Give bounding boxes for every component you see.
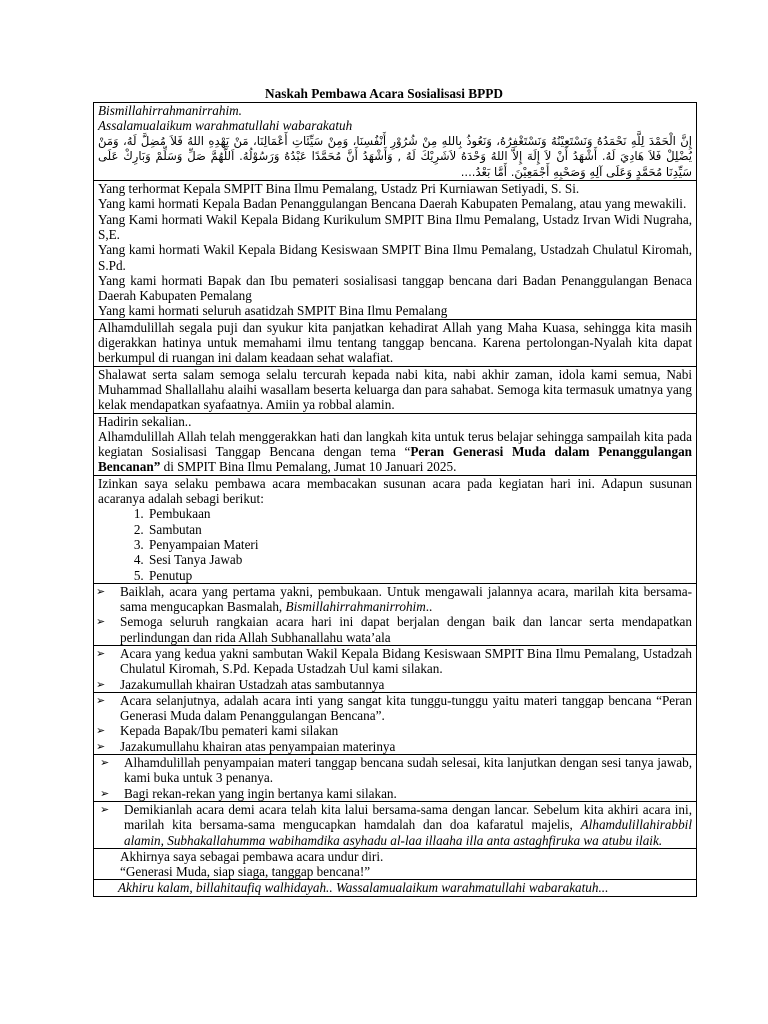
arrow-bullet-icon: ➢ (96, 584, 106, 598)
final-salam-text: Akhiru kalam, billahitaufiq walhidayah.. Wassalamualaikum warahmatullahi wabarakatuh... (118, 880, 609, 896)
bullet-text: Acara yang kedua yakni sambutan Wakil Kepala Bidang Kesiswaan SMPIT Bina Ilmu Pemalang, Ustadzah Chulatul Kiromah, S.Pd. Kepada Ustadzah Uul kami silakan. (120, 646, 692, 677)
agenda-item: 3. Penyampaian Materi (147, 537, 692, 552)
row-hamdalah (94, 319, 697, 366)
row-greetings (94, 181, 697, 320)
bullet-item (98, 786, 692, 801)
arrow-bullet-icon: ➢ (96, 724, 106, 738)
row-shalawat (94, 366, 697, 413)
agenda-item: 5. Penutup (147, 568, 692, 583)
bullet-text: Demikianlah acara demi acara telah kita lalui bersama-sama dengan lancar. Sebelum kita akhiri acara ini, marilah kita bersama-sama mengucapkan hamdalah dan doa kafaratul majelis, (124, 801, 692, 833)
theme-post-text: di SMPIT Bina Ilmu Pemalang, Jumat 10 Januari 2025. (160, 459, 457, 475)
arrow-bullet-icon: ➢ (96, 739, 106, 753)
arrow-bullet-icon: ➢ (96, 677, 106, 691)
arrow-bullet-icon: ➢ (96, 693, 106, 707)
slogan-text: “Generasi Muda, siap siaga, tanggap bencana!” (120, 864, 371, 880)
greeting-line: Yang kami hormati seluruh asatidzah SMPIT Bina Ilmu Pemalang (98, 303, 448, 319)
arrow-bullet-icon: ➢ (100, 802, 110, 816)
bullet-list (98, 802, 692, 848)
basmalah-text: Bismillahirrahmanirrahim. (98, 103, 242, 118)
hadirin-text: Hadirin sekalian.. (98, 413, 192, 429)
bullet-item (98, 802, 692, 848)
row-intro (94, 413, 697, 475)
row-section-material (94, 692, 697, 754)
document-title: Naskah Pembawa Acara Sosialisasi BPPD (265, 86, 503, 101)
arrow-bullet-icon: ➢ (96, 647, 106, 660)
agenda-list (98, 506, 692, 582)
hamdalah-text: Alhamdulillah segala puji dan syukur kita panjatkan kehadirat Allah yang Maha Kuasa, sehingga kita masih digerakkan hatinya untuk memahami ilmu tentang tanggap bencana. Karena pertolongan-Nyalah kita dapat berkumpul di ruangan ini dalam keadaan sehat walafiat. (98, 319, 692, 366)
greeting-line: Yang kami hormati Kepala Badan Penanggulangan Bencana Daerah Kabupaten Pemalang, atau yang mewakili. (98, 196, 687, 212)
bullet-item (94, 646, 692, 677)
greeting-line: Yang terhormat Kepala SMPIT Bina Ilmu Pemalang, Ustadz Pri Kurniawan Setiyadi, S. Si. (98, 181, 580, 197)
theme-pre-text: Alhamdulillah Allah telah menggerakkan hati dan langkah kita untuk terus belajar sehingga sampailah kita pada kegiatan Sosialisasi Tanggap Bencana dengan tema “ (98, 428, 692, 460)
agenda-intro: Izinkan saya selaku pembawa acara membacakan susunan acara pada kegiatan hari ini. Adapun susunan acaranya adalah sebagi berikut: (98, 475, 692, 507)
bullet-list (94, 646, 692, 692)
salam-text: Assalamualaikum warahmatullahi wabarakatuh (98, 118, 353, 134)
agenda-item: 2. Sambutan (147, 522, 692, 537)
row-agenda (94, 475, 697, 583)
shalawat-text: Shalawat serta salam semoga selalu tercurah kepada nabi kita, nabi akhir zaman, idola kami semua, Nabi Muhammad Shallallahu alaihi wasallam beserta keluarga dan para sahabat. Semoga kita termasuk umatnya yang kelak mendapatkan syafaatnya. Amiin ya robbal alamin. (98, 366, 692, 413)
greeting-line: Yang Kami hormati Wakil Kepala Bidang Kurikulum SMPIT Bina Ilmu Pemalang, Ustadz Irvan Widi Nugraha, S,E. (98, 211, 692, 242)
bullet-text: Baiklah, acara yang pertama yakni, pembukaan. Untuk mengawali jalannya acara, marilah kita bersama-sama mengucapkan Basmalah, (120, 583, 692, 615)
theme-paragraph (98, 429, 692, 475)
bullet-text-tail: .. (425, 599, 433, 615)
bullet-item (94, 693, 692, 724)
arrow-bullet-icon: ➢ (100, 786, 110, 800)
bullet-list (94, 693, 692, 754)
row-farewell (94, 848, 697, 880)
greeting-line: Yang kami hormati Bapak dan Ibu pemateri sosialisasi tanggap bencana dari Badan Penanggulangan Benaca Daerah Kabupaten Pemalang (98, 272, 692, 304)
bullet-list (98, 755, 692, 801)
kafaratul-majelis-text: Alhamdulillahirabbil alamin, Subhakallahumma wabihamdika asyhadu al-laa illaaha illa anta astaghfiruka wa atubu ilaik. (124, 817, 692, 848)
row-section-speech (94, 646, 697, 693)
theme-text: Peran Generasi Muda dalam Penanggulangan Bencanan” (98, 444, 693, 475)
bullet-italic-text: Bismillahirrahmanirrohim (285, 599, 426, 615)
script-table (93, 102, 697, 897)
row-section-closing (94, 801, 697, 848)
greeting-line: Yang kami hormati Wakil Kepala Bidang Kesiswaan SMPIT Bina Ilmu Pemalang, Ustadzah Chulatul Kiromah, S.Pd. (98, 242, 692, 273)
agenda-item: 1. Pembukaan (147, 506, 692, 521)
bullet-text: Jazakumullahu khairan atas penyampaian materinya (120, 738, 396, 754)
bullet-text: Jazakumullah khairan Ustadzah atas sambutannya (120, 676, 385, 692)
agenda-item: 4. Sesi Tanya Jawab (147, 552, 692, 567)
bullet-item (94, 677, 692, 692)
farewell-text: Akhirnya saya sebagai pembawa acara undur diri. (120, 848, 384, 864)
bullet-item (94, 614, 692, 645)
arabic-opening-text: إِنَّ الْحَمْدَ لِلَّهِ نَحْمَدُهُ وَنَسْتَعِيْنُهُ وَنَسْتَغْفِرُهُ، وَنَعُوذُ بِاللهِ مِنْ شُرُوْرِ أَنْفُسِنَا، وَمِنْ سَيِّئَاتِ أَعْمَالِنَا، مَنْ يَهْدِهِ اللهُ فَلاَ مُضِلَّ لَهُ، وَمَنْ يُضْلِلْ فَلاَ هَادِيَ لَهُ. أَشْهَدُ أَنْ لاَ إِلَهَ إِلاَّ اللهُ وَحْدَهُ لاَشَرِيْكَ لَهُ , وَأَشْهَدُ أَنَّ مُحَمَّدًا عَبْدُهُ وَرَسُوْلُهُ. اَللَّهُمَّ صَلِّ وَسَلِّمْ وَبَارِكْ عَلَى سَيِّدِنَا مُحَمَّدٍ وَعَلَى آلِهِ وَصَحْبِهِ أَجْمَعِيْنَ. أَمَّا بَعْدُ.... (98, 133, 692, 179)
row-section-qa (94, 755, 697, 802)
bullet-list (94, 584, 692, 645)
row-opening (94, 103, 697, 181)
bullet-text: Bagi rekan-rekan yang ingin bertanya kami silakan. (124, 785, 397, 801)
bullet-text: Alhamdulillah penyampaian materi tanggap bencana sudah selesai, kita lanjutkan dengan sesi tanya jawab, kami buka untuk 3 penanya. (124, 755, 692, 786)
bullet-text: Kepada Bapak/Ibu pemateri kami silakan (120, 723, 339, 739)
row-final (94, 880, 697, 896)
bullet-text: Acara selanjutnya, adalah acara inti yang sangat kita tunggu-tunggu yaitu materi tanggap bencana “Peran Generasi Muda dalam Penanggulangan Bencana”. (120, 692, 692, 724)
row-section-opening (94, 583, 697, 645)
bullet-item (94, 739, 692, 754)
bullet-item (94, 723, 692, 738)
bullet-text: Semoga seluruh rangkaian acara hari ini dapat berjalan dengan baik dan lancar serta mendapatkan perlindungan dan rida Allah Subhanallahu wata’ala (120, 614, 692, 645)
arrow-bullet-icon: ➢ (96, 615, 106, 629)
bullet-item (98, 755, 692, 786)
arrow-bullet-icon: ➢ (100, 756, 110, 770)
bullet-item (94, 584, 692, 615)
